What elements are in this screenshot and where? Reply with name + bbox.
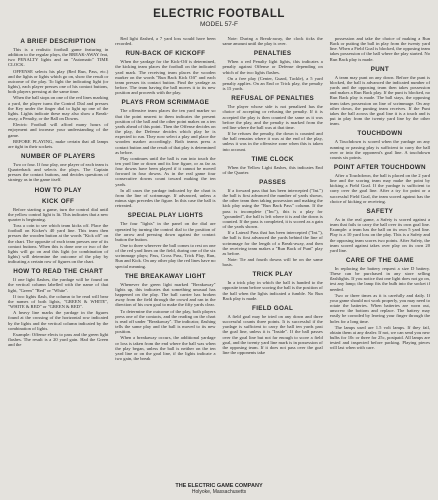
section-heading: TRICK PLAY [252,271,293,279]
rules-section [330,257,430,351]
rules-section [330,164,430,204]
section-paragraph: If two lights flash, the column to be read will bear the names of both lights, "GREEN & WHITE", "WHITE & RED" or "GREEN & RED". [8,293,109,310]
rules-section [8,153,108,183]
section-paragraph: One to three wherever the ball comes to rest on one of the red yard lines on the field, during one of the six scrimmage plays; Pass, Cross Pass, Trick Play, Run, Run and Kick. On any other play the red lines have no special meaning. [115,243,216,269]
section-paragraph: If a Lateral Pass that has been intercepted ("Int."), the ball is first advanced the yards behind the line of scrimmage for the length of a Break-away, and then the receiving team makes a "Run Back of Punt" play as before. [222,230,323,256]
section-paragraph: When a red Penalty light lights, this indicates a penalty against Offense or Defense depending on which of the two lights flashes. [222,59,323,75]
section-paragraph: The offensive team places the ten yard marker so that the point nearest to them indicates the present position of the ball and the other point makes on a ten yards ahead of this point. Then the Offense decides on the play, the Defense decides which play he is expected to run. They now select a play and place the wooden marker accordingly. Both teams press a contact button and the result of that play is determined as before. [115,108,216,155]
section-paragraph: The lamps used are 1.5 volt lamps. If they fail, obtain them at any dealer. If not, we can send you new bulbs for 10c or three for 25c, postpaid. All lamps are tested and inspected before packing. Playing pieces will last when with care. [329,324,430,351]
section-paragraph: To determine the outcome of the play, both players press one of the contacts, and the reading on the chart is read off under "Breakaway". The indicator, flashing tells the same play and the ball is moved to its new position. [115,308,216,335]
section-paragraph: Electric Football will afford many hours of enjoyment and increase your understanding of the game. [8,122,109,138]
section-heading: THE BREAKAWAY LIGHT [124,272,206,280]
rules-section [223,95,323,151]
section-paragraph: When the yardage for the Kick-Off is determined, the kicking team places the football on the indicated yard mark. The receiving team places the wooden marker on the words "Run Back Kick Off" and each team presses its contact button. Find the yardage as before. The team having the ball moves it to its new position and proceeds with the play. [115,59,216,96]
column-2 [115,36,215,365]
rules-section [8,268,108,347]
section-paragraph: When a breakaway occurs, the additional yardage or loss is taken from the end where the ball was when the play began, unless the ball is neither on the ten yard line or on the goal line, if the lights indicate a two gain, the break [115,335,216,361]
rules-section [330,36,430,62]
rules-section [330,208,430,253]
section-paragraph: As in the real game, a Safety is scored against a team that fails to carry the ball over its own goal line. Example: a team has the ball on its own 5 yard line. Play is a 10 yard loss on the play. This is a Safety and the opposing team scores two points. After Safety, the team scored against takes over play on its own 20 yard line. [329,216,430,253]
rules-section [8,187,108,194]
section-paragraph: OFFENSE selects his play (Red Run, Pass, etc.) and the lights or lights which go on, show the result or outcome of the play. To light the indicating light (or lights), each player presses one of his contact buttons, both players pressing at the same time. [8,68,109,95]
rules-section [330,66,430,127]
section-paragraph: Red light flashed, a 7 yard loss would have been recorded. [115,36,216,47]
section-paragraph: A heavy line marks the yardage in the figures found at the crossing of the horizontal row indicated by the lights and the vertical column indicated by the combination of lights. [8,310,109,331]
section-paragraph: Two or four. If four play, one player of each team is Quarterback and selects the plays. The Captain presses the contact buttons, and decides questions of strategy as in the game itself. [8,161,109,183]
section-paragraph: If one light flashes, the yardage will be found on the vertical column labelled with the name of that light, "Green" "Red" or "White". [8,277,109,293]
rules-section [115,36,215,46]
section-paragraph: Note: Tie and fourth downs will be on the same basis. [222,257,323,268]
section-paragraph: If he refuses the penalty, the down is counted and the ball remains where it was at the end of the play, unless it was in the offensive zone when this is taken into account. [222,131,323,152]
section-paragraph: BEFORE PLAYING, make certain that all lamps are tight in their sockets. [8,138,109,149]
section-paragraph: Whenever the green light marked "Breakaway" lights up, this indicates that something unusual has happened on the play. The ball carrier has broken away from the field through the crowd and ran in the direction of his own goal to make the fifty yards clear. [115,281,216,308]
section-heading: SAFETY [366,207,394,215]
footer [0,483,438,495]
section-paragraph: possession and take the choice of making a Run Back or putting the ball in play from the twenty yard line. When a Field Goal is blocked, the opposing team takes possession of the ball where the play started. No Run Back play is made. [329,36,430,62]
section-paragraph: A field goal may be tried on any down and three successful counts three points. It is successful if the yardage is sufficient to carry the ball ten yards past the goal line, unless it is "Inside". If the ball passes over the goal line but not far enough to score a field goal, and the twenty yard line mark is in possession of the opposing team. If it does not pass over the goal line the opponents take [222,313,323,356]
section-heading: A BRIEF DESCRIPTION [20,38,96,45]
rules-section [115,99,215,208]
section-paragraph: When the Yellow Light flashes, this indicates End of the Quarter. [222,164,323,175]
model-number: MODEL 57-F [199,21,239,28]
section-heading: POINT AFTER TOUCHDOWN [333,163,426,171]
section-heading: CARE OF THE GAME [345,257,414,264]
section-heading: PENALTIES [253,50,292,58]
section-heading: SPECIAL PLAY LIGHTS [127,212,204,220]
section-paragraph: Before starting a game, turn the control dial until the yellow control light is lit. This indicates that a new quarter is beginning. [8,206,109,222]
section-heading: PUNT [370,65,390,73]
rules-section [330,130,430,160]
company-name: THE ELECTRIC GAME COMPANY [175,483,263,489]
section-heading: PLAYS FROM SCRIMMAGE [121,99,210,107]
section-heading: KICK OFF [42,197,75,205]
section-heading: HOW TO PLAY [34,186,82,194]
rules-columns [8,36,430,365]
section-paragraph: In replacing the battery request a size D battery. These can be purchased in any store selling flashlights. If you notice that one light does not go on, test any lamp; the lamp fits the bulb into the socket if needed. [329,266,430,292]
rules-section [223,179,323,267]
section-paragraph: In a trick play in which the ball is handed to the opposite team before scoring the ball is the position of the ball when the lights indicated a fumble. No Run Back play is made. [222,280,323,301]
column-1 [8,36,108,365]
section-paragraph: A Touchdown is scored when the yardage on any running or passing play is sufficient to carry the ball over or into the opponent's goal line. A touchdown counts six points. [329,139,430,160]
section-paragraph: The four "lights" in the panel on the dial are operated by turning the control dial to the position of the arrow and pressing down against the contact button the button. [115,221,216,242]
column-3 [223,36,323,365]
section-heading: TIME CLOCK [251,155,294,163]
section-heading: HOW TO READ THE CHART [13,268,104,276]
section-paragraph: After a Touchdown, the ball is placed on the 2 yard line and the scoring team may make the point by kicking a Field Goal. If the yardage is sufficient to carry over the goal line. After a try for point or a successful Field Goal, the team scored against has the choice of kicking or receiving. [329,172,430,204]
section-paragraph: The player whose side is not penalized has the choice of accepting or refusing the penalty. If it is accepted the play is then counted the same as it was before the play, and the penalty is marked from the red line where the ball was at that time. [222,104,323,130]
rules-section [223,305,323,355]
rules-section [115,212,215,268]
rules-section [8,198,108,265]
section-paragraph: In all cases the yardage indicated by the chart is from the line of scrimmage. If advanced, unless a minus sign precedes the figure. In this case the ball is retreated. [115,187,216,209]
section-paragraph: Toss a coin to see which team kicks off. Place the football on Kicker's 40 yard line. This team then presses the wooden button at the words "Kick off" on the chart. The opposite of each team presses one of its contact buttons. When this is done one or two of the lights will go on and this light (or combination of lights) will determine the outcome of the play by indicating a certain row of figures on the chart. [8,223,109,265]
section-heading: RUN-BACK OF KICKOFF [125,50,206,58]
rules-section [223,156,323,175]
rules-section [223,271,323,301]
section-paragraph: This is a realistic football game featuring in addition to the regular plays, the BREAK-AWAY feat, two PENALTY lights and an "Automatic" TIME CLOCK. [8,47,109,68]
section-paragraph: On a free play (Center, Guard, Tackle), a 5 yard penalty applies. On an End or Trick play, the penalty is 15 yards. [222,75,323,92]
section-heading: NUMBER OF PLAYERS [21,152,96,160]
section-heading: FIELD GOAL [252,304,294,312]
section-paragraph: Play continues until the ball is run into touch the ten yard line or down and its line figure, or as far as four downs have been played if it cannot be moved forward in four downs. As in the real game four consecutive downs count toward making the ten yards. [115,155,216,187]
section-heading: REFUSAL OF PENALTIES [231,95,314,103]
section-heading: PASSES [259,178,287,186]
section-paragraph: Example: Offense elects to pass and the green light flashes. The result is a 20 yard gain. Had the Green and the [8,331,109,348]
column-4 [330,36,430,365]
section-paragraph: A team may punt on any down. Before the punt is blocked, the ball is advanced the indicated number of yards and the opposing team then takes possession and makes a Run Back play. If the punt is blocked, no Run Back play is made. The ball stays, the opposing team takes possession on line of scrimmage. On any other down, the punting team receives. If the Punt takes the ball across the goal line it is a touch and is put in play from the twenty yard line by the other team. [329,74,430,127]
section-paragraph: Two or three times as it is carefully and daily. If your game should not work properly, you may need to rotate the batteries. When batteries are worn out, unscrew the bottom and replace. The battery may easily be corroded by leaving your finger through the holes for a long time. [329,292,430,324]
rules-section [8,38,108,149]
section-paragraph: Note: During a Break-away, the clock ticks the same amount until the play is over. [222,36,323,47]
section-heading: TOUCHDOWN [357,130,403,138]
section-paragraph: When the ball stops on one of the red lines marking a yard, the player turns the Control Dial and presses the Key under the finger dial to light up one of the lights. Lights indicate these may also show a Break-away, a Penalty, or the Ball on Downs. [8,95,109,122]
section-paragraph: If a forward pass that has been intercepted ("Int.") the ball is first advanced the number of yards shown, the other team then taking possession and making the kick play using the "Run Back Pass" column. If the pass is incomplete ("Inc"), this is a play for "grounded", the ball is left where it is and the down is counted. If the pass is completed, it is scored as a gain of the yards shown. [222,187,323,230]
rules-section [223,36,323,46]
company-location: Holyoke, Massachusetts [191,489,247,495]
page-title: ELECTRIC FOOTBALL [153,8,285,20]
rules-section [115,50,215,95]
rules-section [223,50,323,91]
rules-section [115,273,215,361]
